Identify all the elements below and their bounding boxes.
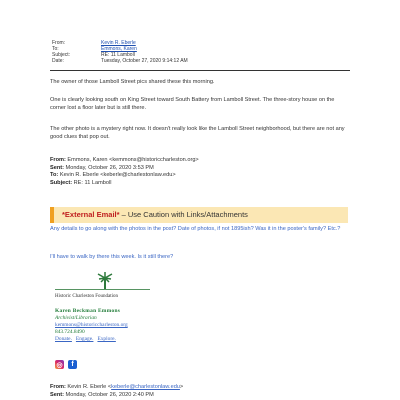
q2-from-label: From:: [50, 384, 66, 390]
social-icons: [55, 360, 77, 369]
date-label: Date:: [52, 57, 64, 64]
email-header: [52, 41, 188, 65]
q1-sent-value: Monday, October 26, 2020 3:53 PM: [65, 164, 154, 171]
donate-link[interactable]: Donate.: [55, 336, 72, 342]
from-label: From:: [52, 40, 66, 46]
reply-walk: I'll have to walk by there this week. Is it still there?: [50, 254, 174, 260]
q2-from-value: Kevin R. Eberle <: [67, 384, 112, 390]
sig-phone: 843.724.8490: [55, 329, 85, 335]
q1-from-value: Emmons, Karen <kemmons@historiccharleston.org>: [67, 157, 199, 163]
q1-sent-label: Sent:: [50, 164, 64, 171]
subject-value: RE: 11 Lamboll: [101, 51, 135, 58]
sig-email[interactable]: kemmons@historiccharleston.org: [55, 322, 128, 328]
palmetto-icon: [55, 272, 165, 302]
q1-to-value: Kevin R. Eberle <keberle@charlestonlaw.edu>: [59, 172, 176, 179]
date-value: Tuesday, October 27, 2020 9:14:12 AM: [101, 57, 188, 64]
q2-from-end: >: [179, 384, 184, 390]
org-name: Historic Charleston Foundation: [55, 294, 119, 299]
sig-title: Archivist/Librarian: [55, 315, 97, 321]
engage-link[interactable]: Engage.: [75, 336, 94, 342]
q1-subject-value: RE: 11 Lamboll: [73, 179, 112, 186]
reply-question: Any details to go along with the photos in the post? Date of photos, if not 1895ish? Was it in the poster's family? Etc.?: [50, 226, 341, 232]
body-paragraph-2: One is clearly looking south on King Street toward South Battery from Lamboll Street. The three-story house on the corner lost a floor later but is still there.: [50, 97, 335, 111]
sig-name: Karen Beckman Emmons: [55, 308, 121, 314]
quoted-header-1: [50, 157, 350, 187]
to-value[interactable]: Emmons, Karen: [101, 45, 137, 52]
banner-strong: *External Email*: [62, 210, 120, 219]
banner-text: – Use Caution with Links/Attachments: [119, 210, 248, 219]
header-divider: [50, 70, 350, 71]
q1-from-label: From:: [50, 157, 66, 163]
body-paragraph-3: The other photo is a mystery right now. It doesn't really look like the Lamboll Street neighborhood, but there are not any good clues that pop out.: [50, 126, 345, 140]
q1-to-label: To:: [50, 172, 59, 179]
external-email-banner: [50, 207, 348, 223]
hcf-logo: [55, 272, 165, 302]
facebook-icon[interactable]: f: [68, 360, 77, 369]
subject-label: Subject:: [52, 51, 71, 58]
quoted-header-2: [50, 384, 350, 399]
to-label: To:: [52, 45, 59, 52]
instagram-icon[interactable]: ◎: [56, 361, 63, 369]
sig-links: [55, 336, 128, 343]
from-value[interactable]: Kevin R. Eberle: [101, 40, 136, 46]
q2-from-email[interactable]: keberle@charlestonlaw.edu: [111, 384, 180, 390]
explore-link[interactable]: Explore.: [97, 336, 116, 342]
q1-subject-label: Subject:: [50, 179, 73, 186]
q2-sent-label: Sent:: [50, 391, 64, 398]
q2-sent-value: Monday, October 26, 2020 2:40 PM: [65, 391, 154, 398]
signature-block: [55, 308, 128, 343]
body-paragraph-1: The owner of those Lamboll Street pics shared these this morning.: [50, 79, 215, 85]
